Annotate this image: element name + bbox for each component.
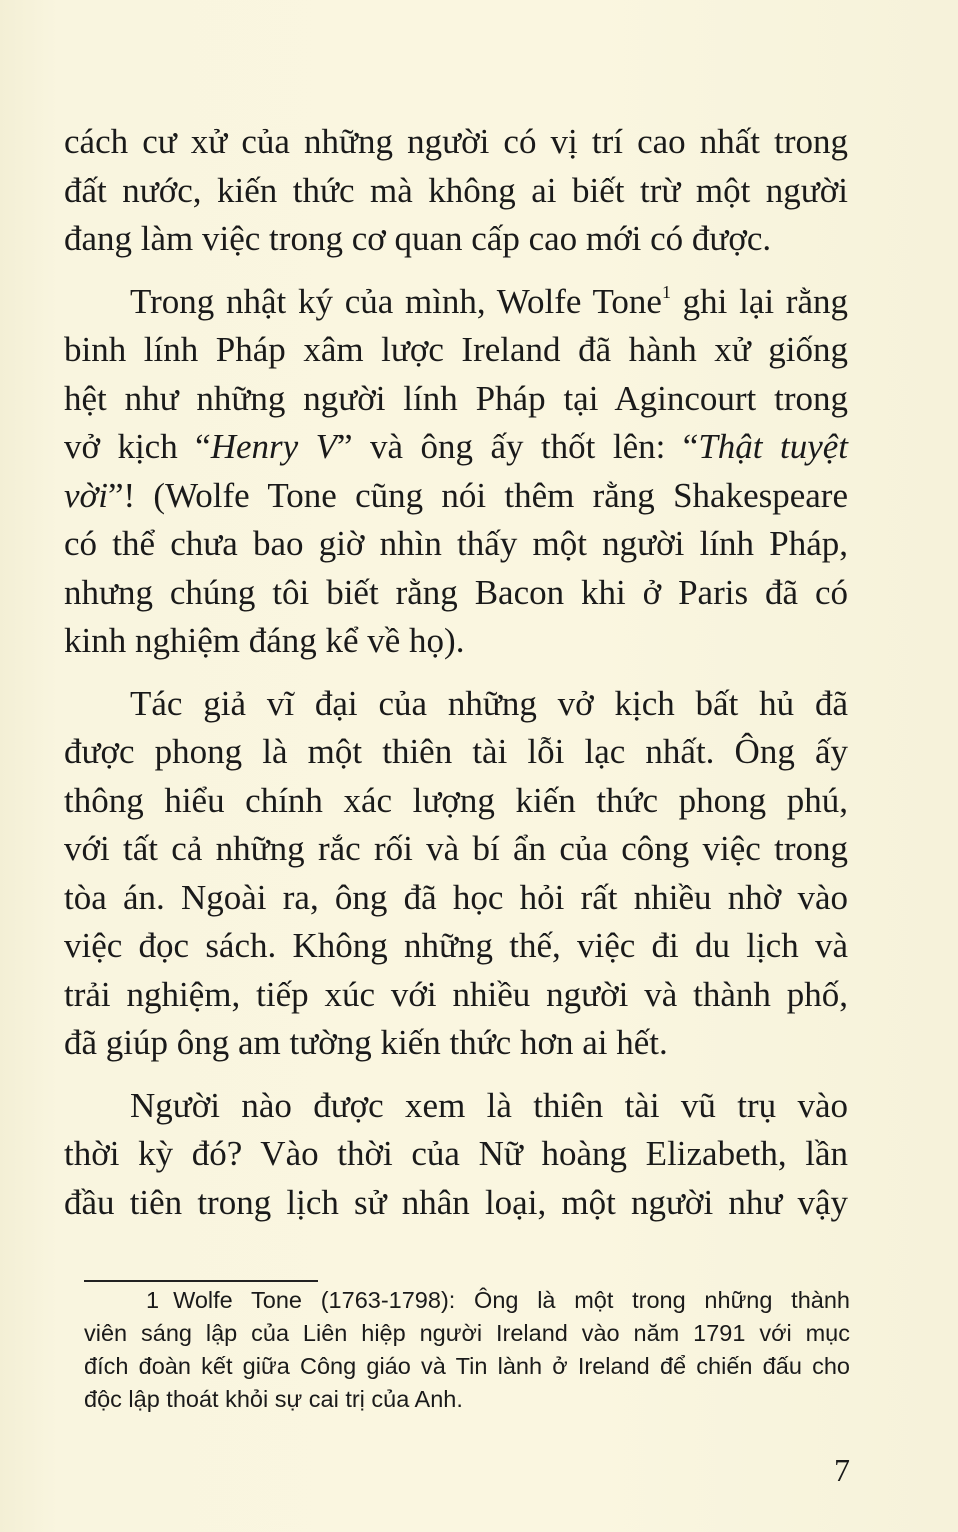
footnote	[84, 1284, 850, 1416]
paragraph-4	[64, 1082, 848, 1228]
text-line: thông hiểu chính xác lượng kiến thức phong phú,	[64, 780, 848, 820]
text-segment: vở kịch “	[64, 427, 211, 466]
text-segment: ”! (Wolfe Tone cũng nói thêm rằng Shakespeare	[107, 475, 848, 515]
footnote-line: đích đoàn kết giữa Công giáo và Tin lành ở Ireland để chiến đấu cho	[84, 1353, 850, 1379]
italic-quote: vời	[64, 475, 108, 515]
text-line	[64, 278, 848, 327]
text-segment: ” và ông ấy thốt lên: “	[337, 427, 699, 466]
footnote-line: độc lập thoát khỏi sự cai trị của Anh.	[84, 1386, 463, 1412]
text-line: kinh nghiệm đáng kể về họ).	[64, 621, 465, 660]
text-line: việc đọc sách. Không những thế, việc đi du lịch và	[64, 926, 848, 965]
text-line: nhưng chúng tôi biết rằng Bacon khi ở Paris đã có	[64, 572, 848, 612]
text-line: đã giúp ông am tường kiến thức hơn ai hết.	[64, 1023, 668, 1062]
text-segment: Trong nhật ký của mình, Wolfe Tone	[130, 281, 662, 321]
text-line	[64, 423, 848, 472]
text-line: Tác giả vĩ đại của những vở kịch bất hủ đã	[130, 683, 848, 723]
text-line: binh lính Pháp xâm lược Ireland đã hành xử giống	[64, 330, 848, 369]
footnote-line: viên sáng lập của Liên hiệp người Ireland vào năm 1791 với mục	[84, 1320, 850, 1346]
body-text	[64, 118, 848, 1227]
text-line: được phong là một thiên tài lỗi lạc nhất. Ông ấy	[64, 732, 848, 771]
text-line: đất nước, kiến thức mà không ai biết trừ một người	[64, 170, 848, 210]
text-line: tòa án. Ngoài ra, ông đã học hỏi rất nhiều nhờ vào	[64, 877, 848, 917]
text-line: hệt như những người lính Pháp tại Agincourt trong	[64, 378, 848, 418]
text-line: đang làm việc trong cơ quan cấp cao mới có được.	[64, 219, 772, 258]
footnote-reference: 1	[661, 281, 671, 302]
footnote-number: 1	[146, 1287, 160, 1313]
text-line: đầu tiên trong lịch sử nhân loại, một người như vậy	[64, 1182, 848, 1222]
text-line: cách cư xử của những người có vị trí cao nhất trong	[64, 122, 848, 161]
footnote-text: Wolfe Tone (1763-1798): Ông là một trong những thành	[173, 1287, 850, 1313]
text-line: thời kỳ đó? Vào thời của Nữ hoàng Elizabeth, lần	[64, 1134, 848, 1173]
paragraph-2	[64, 278, 848, 666]
footnote-divider	[84, 1280, 318, 1282]
text-line: có thể chưa bao giờ nhìn thấy một người lính Pháp,	[64, 524, 848, 563]
text-segment: ghi lại rằng	[670, 281, 848, 321]
paragraph-1	[64, 118, 848, 264]
paragraph-3	[64, 680, 848, 1068]
page-number: 7	[834, 1452, 850, 1488]
text-line: Người nào được xem là thiên tài vũ trụ vào	[130, 1085, 848, 1125]
italic-quote: Thật tuyệt	[698, 427, 848, 466]
text-line: với tất cả những rắc rối và bí ẩn của công việc trong	[64, 829, 848, 868]
italic-title: Henry V	[210, 427, 338, 466]
text-line: trải nghiệm, tiếp xúc với nhiều người và thành phố,	[64, 974, 848, 1014]
text-line	[64, 472, 848, 521]
footnote-line	[84, 1284, 850, 1317]
